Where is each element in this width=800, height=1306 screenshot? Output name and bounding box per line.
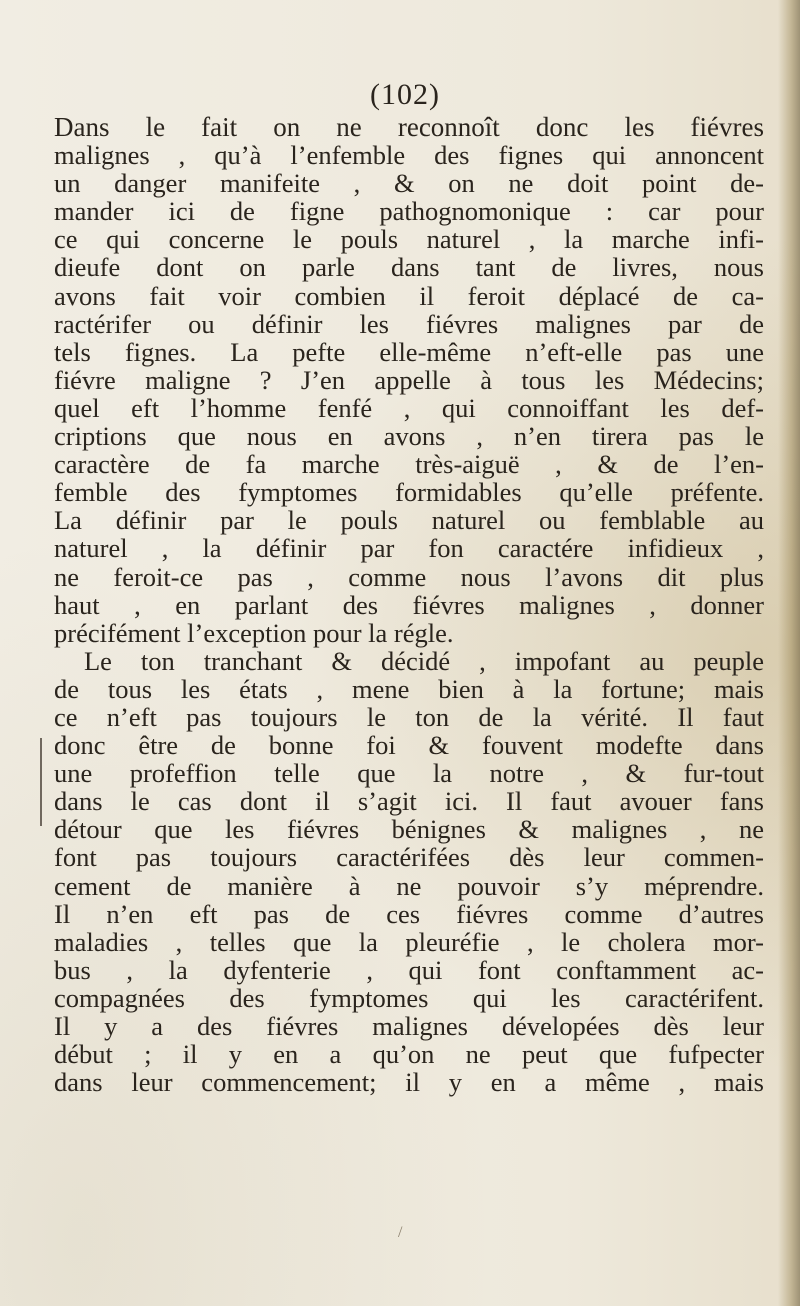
page-number: (102) (370, 78, 440, 111)
text-line: fiévre maligne ? J’en appelle à tous les Médecins; (54, 364, 764, 395)
text-line: malignes , qu’à l’enfemble des fignes qui annoncent (54, 140, 764, 171)
text-line: font pas toujours caractérifées dès leur commen- (54, 842, 764, 873)
body-text (54, 113, 764, 1096)
text-line: Il y a des fiévres malignes dévelopées dès leur (54, 1011, 764, 1041)
paragraph-end-line: précifément l’exception pour la régle. (54, 617, 454, 648)
text-line: ce qui concerne le pouls naturel , la marche infi- (54, 224, 764, 255)
text-line: début ; il y en a qu’on ne peut que fufpecter (54, 1039, 764, 1070)
text-line: maladies , telles que la pleuréfie , le cholera mor- (54, 926, 764, 957)
text-line: dieufe dont on parle dans tant de livres, nous (54, 252, 764, 283)
text-line: détour que les fiévres bénignes & malignes , ne (54, 814, 764, 845)
text-line: La définir par le pouls naturel ou femblable au (54, 505, 764, 536)
text-line: caractère de fa marche très-aiguë , & de l’en- (54, 449, 764, 480)
text-line: avons fait voir combien il feroit déplacé de ca- (54, 280, 764, 311)
text-line: compagnées des fymptomes qui les caractérifent. (54, 982, 764, 1013)
text-line: Dans le fait on ne reconnoît donc les fiévres (54, 112, 764, 142)
text-line: une profeffion telle que la notre , & fur-tout (54, 758, 764, 789)
text-line: ractérifer ou définir les fiévres malignes par de (54, 308, 764, 339)
text-line: donc être de bonne foi & fouvent modefte dans (54, 730, 764, 761)
text-line: dans leur commencement; il y en a même , mais (54, 1067, 764, 1098)
text-line: bus , la dyfenterie , qui font conftamment ac- (54, 954, 764, 985)
text-line: de tous les états , mene bien à la fortune; mais (54, 673, 764, 704)
text-line: ne feroit-ce pas , comme nous l’avons dit plus (54, 561, 764, 592)
text-line: dans le cas dont il s’agit ici. Il faut avouer fans (54, 786, 764, 817)
paragraph-start-line: Le ton tranchant & décidé , impofant au peuple (84, 645, 764, 676)
text-line: cement de manière à ne pouvoir s’y méprendre. (54, 870, 764, 901)
text-line: mander ici de figne pathognomonique : car pour (54, 196, 764, 227)
text-line: un danger manifeite , & on ne doit point de- (54, 168, 764, 199)
text-line: Il n’en eft pas de ces fiévres comme d’autres (54, 898, 764, 929)
text-line: quel eft l’homme fenfé , qui connoiffant les def- (54, 392, 764, 423)
text-line: ce n’eft pas toujours le ton de la vérité. Il faut (54, 701, 764, 732)
text-line: naturel , la définir par fon caractére infidieux , (54, 533, 764, 564)
margin-bracket (40, 738, 42, 826)
text-line: criptions que nous en avons , n’en tirera pas le (54, 421, 764, 452)
footer-mark: / (398, 1224, 403, 1241)
text-line: haut , en parlant des fiévres malignes , donner (54, 589, 764, 620)
text-line: femble des fymptomes formidables qu’elle préfente. (54, 477, 764, 508)
page-edge-shadow (778, 0, 800, 1306)
text-line: tels fignes. La pefte elle-même n’eft-elle pas une (54, 336, 764, 367)
